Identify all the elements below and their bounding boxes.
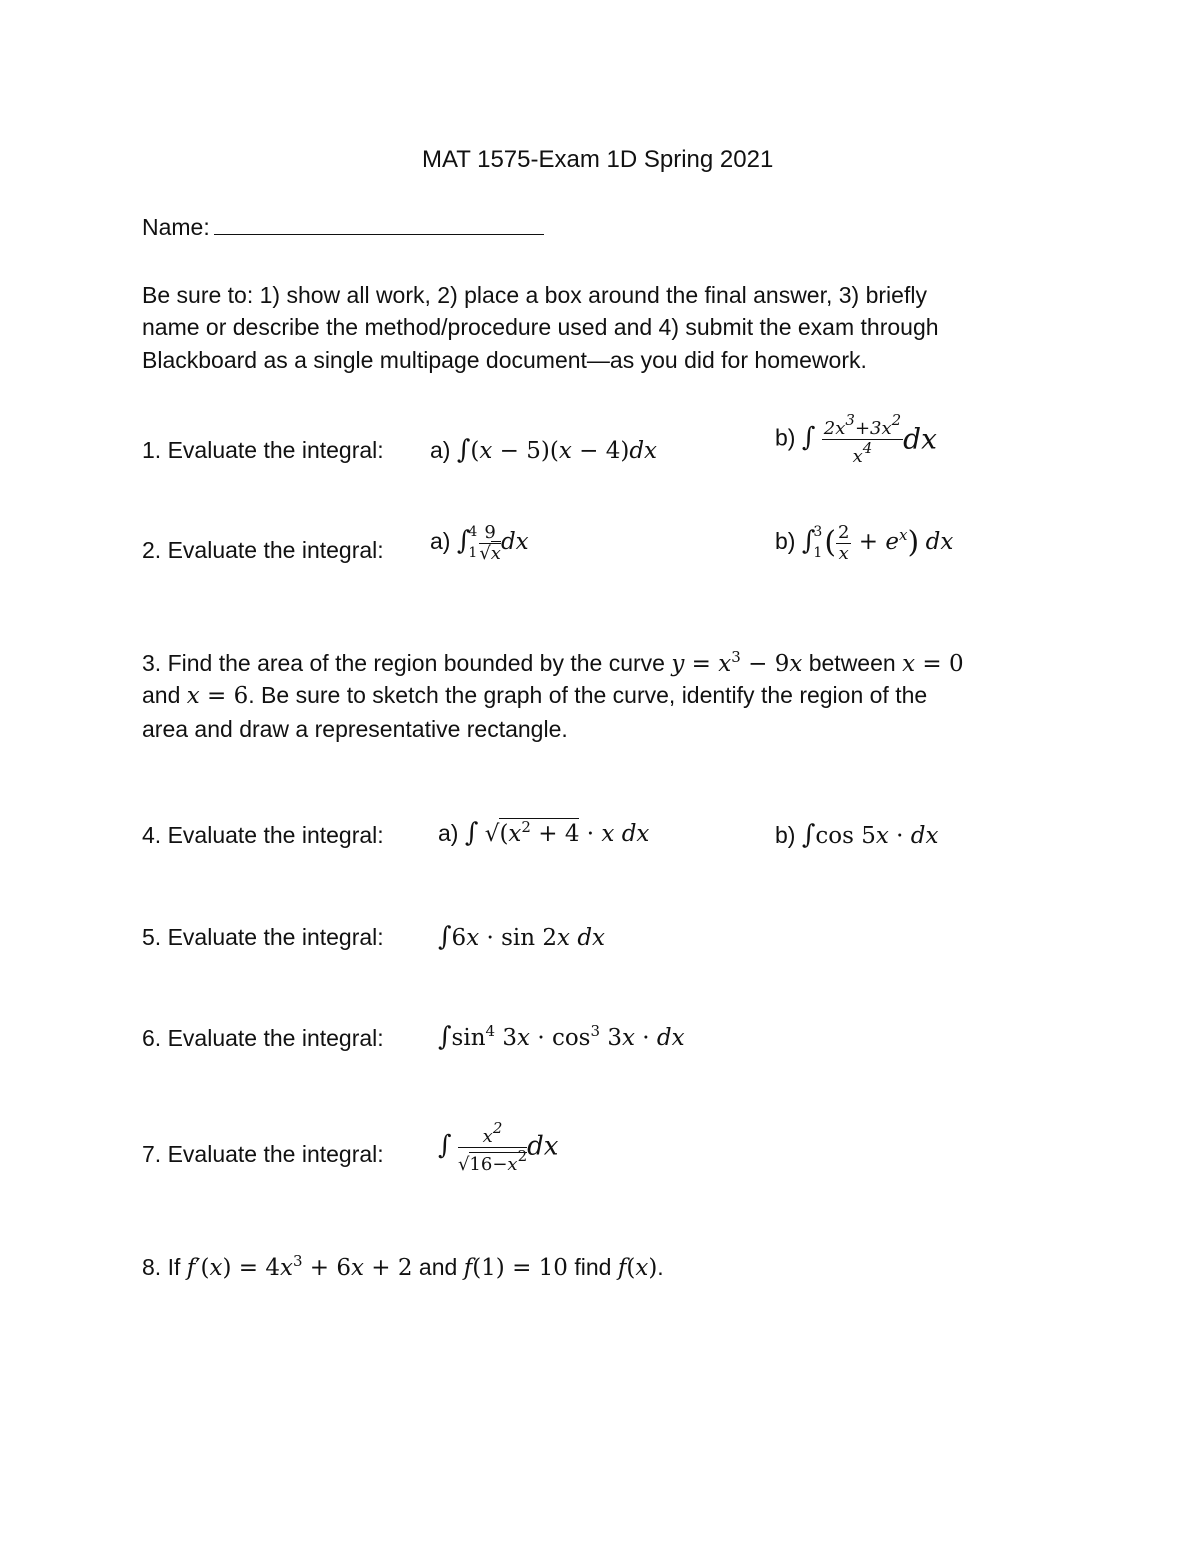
question-7-label: 7. Evaluate the integral: bbox=[142, 1141, 384, 1167]
question-2a: a) ∫ 4 1 $\frac{9}{√x}$ dx bbox=[430, 521, 529, 564]
instructions-line-2: name or describe the method/procedure used and 4) submit the exam through bbox=[142, 314, 939, 340]
question-8: 8. If $f'(x) = 4x^3 + 6x + 2$ and f(1) = 10 find f(x). bbox=[142, 1252, 664, 1281]
question-6-integral: $\int\sin^4$ $3x \cdot \cos^3 3x$ · dx bbox=[438, 1022, 685, 1052]
question-4a: a) ∫ $√(x^2 + 4 \cdot x$ dx bbox=[438, 818, 650, 848]
question-1b: b) ∫ $\frac{2x^3+3x^2}{x^4}$ dx bbox=[775, 411, 937, 467]
instructions-line-3: Blackboard as a single multipage document—as you did for homework. bbox=[142, 347, 867, 373]
question-2-label: 2. Evaluate the integral: bbox=[142, 537, 384, 563]
question-3-line-2: and x = 6. Be sure to sketch the graph of the curve, identify the region of the bbox=[142, 682, 928, 709]
question-1a: a) ∫(x − 5)(x − 4)dx bbox=[430, 435, 658, 465]
question-1-label: 1. Evaluate the integral: bbox=[142, 437, 384, 463]
question-4b: b) ∫cos 5x · dx bbox=[775, 820, 939, 850]
instructions-line-1: Be sure to: 1) show all work, 2) place a box around the final answer, 3) briefly bbox=[142, 282, 927, 308]
question-3-line-3: area and draw a representative rectangle. bbox=[142, 716, 568, 742]
question-5-integral: ∫6x · sin 2x dx bbox=[438, 922, 606, 952]
name-field[interactable] bbox=[142, 214, 544, 242]
question-7-integral: ∫ $\frac{x^2}{√16-x^2}$ dx bbox=[438, 1119, 559, 1175]
question-5-label: 5. Evaluate the integral: bbox=[142, 924, 384, 950]
name-label: Name: bbox=[142, 214, 210, 240]
question-6-label: 6. Evaluate the integral: bbox=[142, 1025, 384, 1051]
question-2b: b) ∫ 3 1 ( $\frac{2}{x}$ + $e^x$) dx bbox=[775, 521, 954, 564]
question-4-label: 4. Evaluate the integral: bbox=[142, 822, 384, 848]
question-3-line-1: 3. Find the area of the region bounded by the curve $y = x^3 - 9x$ between x = 0 bbox=[142, 648, 964, 677]
exam-title: MAT 1575-Exam 1D Spring 2021 bbox=[422, 146, 774, 173]
name-blank-line[interactable] bbox=[214, 214, 544, 235]
